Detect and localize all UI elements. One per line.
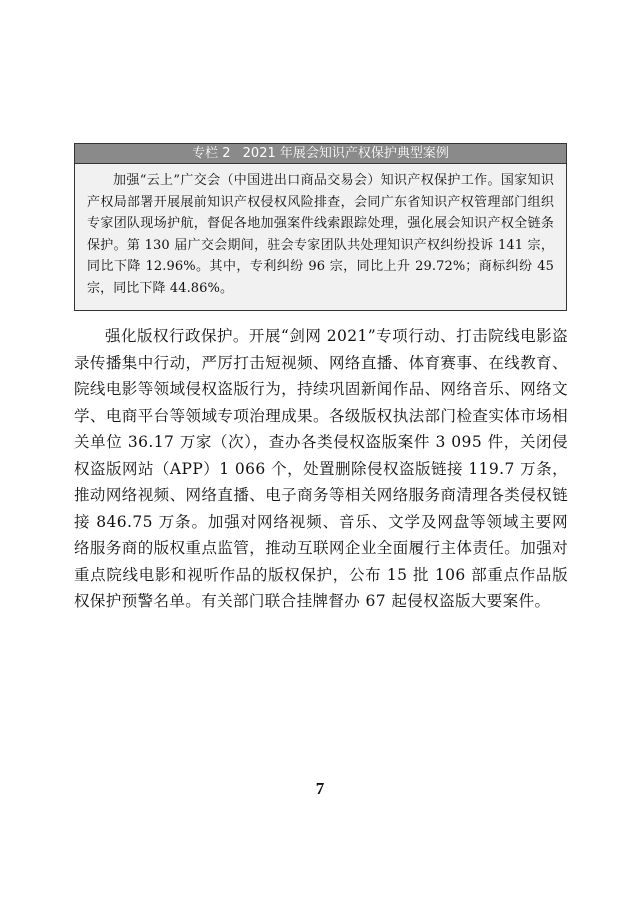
page-number: 7 [315,779,325,798]
case-study-title-bar [75,144,566,164]
main-paragraph: 强化版权行政保护。开展“剑网 2021”专项行动、打击院线电影盗录传播集中行动，严厉打击短视频、网络直播、体育赛事、在线教育、院线电影等领域侵权盗版行为，持续巩固新闻作品、网络音乐、网络文学、电商平台等领域专项治理成果。各级版权执法部门检查实体市场相关单位 36.17 万家（次），查办各类侵权盗版案件 3 095 件，关闭侵权盗版网站（APP）1 066 个，处置删除侵权盗版链接 119.7 万条，推动网络视频、网络直播、电子商务等相关网络服务商清理各类侵权链接 846.75 万条。加强对网络视频、音乐、文学及网盘等领域主要网络服务商的版权重点监管，推动互联网企业全面履行主体责任。加强对重点院线电影和视听作品的版权保护，公布 15 批 106 部重点作品版权保护预警名单。有关部门联合挂牌督办 67 起侵权盗版大要案件。 [74,327,568,610]
case-study-box [74,143,567,311]
case-study-title: 2021 年展会知识产权保护典型案例 [242,146,449,161]
case-study-body: 加强“云上”广交会（中国进出口商品交易会）知识产权保护工作。国家知识产权局部署开展展前知识产权侵权风险排查，会同广东省知识产权管理部门组织专家团队现场护航，督促各地加强案件线索跟踪处理，强化展会知识产权全链条保护。第 130 届广交会期间，驻会专家团队共处理知识产权纠纷投诉 141 宗，同比下降 12.96%。其中，专利纠纷 96 宗，同比上升 29.72%；商标纠纷 45 宗，同比下降 44.86%。 [87,173,554,296]
case-study-label: 专栏 2 [192,146,231,161]
